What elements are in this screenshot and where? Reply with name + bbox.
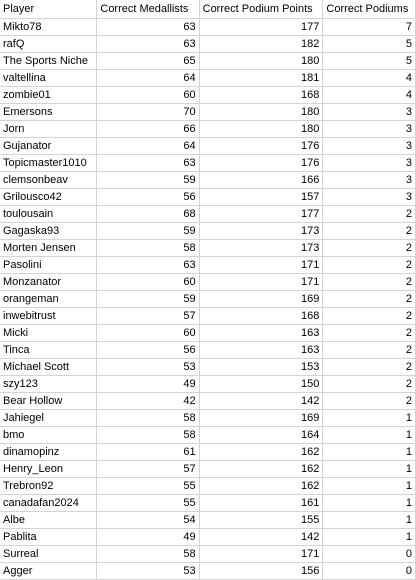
correct-podiums-cell[interactable]: 0 <box>323 562 416 579</box>
correct-podiums-cell[interactable]: 3 <box>323 120 416 137</box>
table-row <box>0 358 416 375</box>
correct-podium-points-cell[interactable]: 168 <box>199 307 323 324</box>
correct-podium-points-cell[interactable]: 162 <box>199 443 323 460</box>
table-row <box>0 69 416 86</box>
correct-medallists-cell[interactable]: 58 <box>97 409 199 426</box>
correct-podium-points-cell[interactable]: 171 <box>199 273 323 290</box>
player-cell[interactable]: Jahiegel <box>0 409 97 426</box>
correct-medallists-cell[interactable]: 54 <box>97 511 199 528</box>
correct-podiums-cell[interactable]: 7 <box>323 18 416 35</box>
player-cell[interactable]: Trebron92 <box>0 477 97 494</box>
correct-podium-points-cell[interactable]: 153 <box>199 358 323 375</box>
correct-medallists-cell[interactable]: 65 <box>97 52 199 69</box>
correct-medallists-cell[interactable]: 53 <box>97 358 199 375</box>
table-row <box>0 137 416 154</box>
player-cell[interactable]: inwebitrust <box>0 307 97 324</box>
correct-podium-points-cell[interactable]: 177 <box>199 18 323 35</box>
correct-medallists-cell[interactable]: 64 <box>97 137 199 154</box>
correct-podium-points-cell[interactable]: 162 <box>199 460 323 477</box>
correct-medallists-cell[interactable]: 60 <box>97 273 199 290</box>
correct-podium-points-cell[interactable]: 169 <box>199 409 323 426</box>
table-row <box>0 545 416 562</box>
player-cell[interactable]: szy123 <box>0 375 97 392</box>
correct-podiums-cell[interactable]: 2 <box>323 222 416 239</box>
table-row <box>0 375 416 392</box>
correct-podiums-cell[interactable]: 2 <box>323 273 416 290</box>
correct-podium-points-cell[interactable]: 166 <box>199 171 323 188</box>
header-correct-podium-points[interactable]: Correct Podium Points <box>199 0 323 18</box>
table-row <box>0 222 416 239</box>
table-row <box>0 154 416 171</box>
correct-podiums-cell[interactable]: 3 <box>323 188 416 205</box>
header-correct-medallists[interactable]: Correct Medallists <box>97 0 199 18</box>
correct-podiums-cell[interactable]: 0 <box>323 545 416 562</box>
player-cell[interactable]: rafQ <box>0 35 97 52</box>
player-cell[interactable]: Monzanator <box>0 273 97 290</box>
correct-medallists-cell[interactable]: 58 <box>97 545 199 562</box>
table-row <box>0 103 416 120</box>
correct-podiums-cell[interactable]: 2 <box>323 290 416 307</box>
correct-medallists-cell[interactable]: 60 <box>97 86 199 103</box>
table-row <box>0 86 416 103</box>
player-cell[interactable]: Albe <box>0 511 97 528</box>
correct-podiums-cell[interactable]: 4 <box>323 69 416 86</box>
correct-podium-points-cell[interactable]: 180 <box>199 103 323 120</box>
correct-podiums-cell[interactable]: 2 <box>323 307 416 324</box>
table-row <box>0 392 416 409</box>
player-cell[interactable]: Micki <box>0 324 97 341</box>
correct-podium-points-cell[interactable]: 169 <box>199 290 323 307</box>
correct-podiums-cell[interactable]: 2 <box>323 341 416 358</box>
correct-podium-points-cell[interactable]: 163 <box>199 324 323 341</box>
correct-podiums-cell[interactable]: 3 <box>323 154 416 171</box>
player-cell[interactable]: The Sports Niche <box>0 52 97 69</box>
table-row <box>0 426 416 443</box>
correct-podiums-cell[interactable]: 1 <box>323 528 416 545</box>
player-cell[interactable]: Topicmaster1010 <box>0 154 97 171</box>
player-cell[interactable]: Tinca <box>0 341 97 358</box>
header-player[interactable]: Player <box>0 0 97 18</box>
correct-medallists-cell[interactable]: 49 <box>97 375 199 392</box>
correct-podium-points-cell[interactable]: 162 <box>199 477 323 494</box>
correct-podium-points-cell[interactable]: 163 <box>199 341 323 358</box>
table-row <box>0 239 416 256</box>
player-cell[interactable]: clemsonbeav <box>0 171 97 188</box>
correct-podium-points-cell[interactable]: 142 <box>199 392 323 409</box>
table-row <box>0 341 416 358</box>
player-cell[interactable]: Jorn <box>0 120 97 137</box>
table-row <box>0 205 416 222</box>
correct-medallists-cell[interactable]: 63 <box>97 35 199 52</box>
correct-podiums-cell[interactable]: 4 <box>323 86 416 103</box>
correct-medallists-cell[interactable]: 57 <box>97 460 199 477</box>
player-cell[interactable]: bmo <box>0 426 97 443</box>
table-row <box>0 460 416 477</box>
correct-medallists-cell[interactable]: 63 <box>97 256 199 273</box>
table-row <box>0 443 416 460</box>
correct-podium-points-cell[interactable]: 161 <box>199 494 323 511</box>
player-cell[interactable]: Henry_Leon <box>0 460 97 477</box>
correct-medallists-cell[interactable]: 60 <box>97 324 199 341</box>
correct-podium-points-cell[interactable]: 142 <box>199 528 323 545</box>
correct-podium-points-cell[interactable]: 180 <box>199 120 323 137</box>
table-row <box>0 171 416 188</box>
correct-podium-points-cell[interactable]: 173 <box>199 239 323 256</box>
correct-medallists-cell[interactable]: 66 <box>97 120 199 137</box>
player-cell[interactable]: Morten Jensen <box>0 239 97 256</box>
table-row <box>0 35 416 52</box>
correct-podiums-cell[interactable]: 2 <box>323 375 416 392</box>
correct-podiums-cell[interactable]: 1 <box>323 426 416 443</box>
table-row <box>0 256 416 273</box>
correct-medallists-cell[interactable]: 56 <box>97 341 199 358</box>
table-row <box>0 511 416 528</box>
player-cell[interactable]: zombie01 <box>0 86 97 103</box>
player-cell[interactable]: Pablita <box>0 528 97 545</box>
player-cell[interactable]: Pasolini <box>0 256 97 273</box>
player-cell[interactable]: Agger <box>0 562 97 579</box>
correct-podiums-cell[interactable]: 1 <box>323 409 416 426</box>
table-row <box>0 188 416 205</box>
correct-medallists-cell[interactable]: 63 <box>97 154 199 171</box>
correct-podiums-cell[interactable]: 3 <box>323 137 416 154</box>
player-cell[interactable]: valtellina <box>0 69 97 86</box>
player-cell[interactable]: Grilousco42 <box>0 188 97 205</box>
correct-podium-points-cell[interactable]: 181 <box>199 69 323 86</box>
correct-medallists-cell[interactable]: 53 <box>97 562 199 579</box>
correct-podium-points-cell[interactable]: 177 <box>199 205 323 222</box>
correct-medallists-cell[interactable]: 61 <box>97 443 199 460</box>
player-cell[interactable]: Gagaska93 <box>0 222 97 239</box>
correct-medallists-cell[interactable]: 63 <box>97 18 199 35</box>
correct-podium-points-cell[interactable]: 173 <box>199 222 323 239</box>
correct-podium-points-cell[interactable]: 176 <box>199 137 323 154</box>
correct-podiums-cell[interactable]: 1 <box>323 443 416 460</box>
table-row <box>0 18 416 35</box>
player-cell[interactable]: canadafan2024 <box>0 494 97 511</box>
table-row <box>0 120 416 137</box>
correct-medallists-cell[interactable]: 42 <box>97 392 199 409</box>
correct-medallists-cell[interactable]: 58 <box>97 239 199 256</box>
correct-podiums-cell[interactable]: 1 <box>323 460 416 477</box>
correct-medallists-cell[interactable]: 58 <box>97 426 199 443</box>
header-row <box>0 0 416 18</box>
player-cell[interactable]: orangeman <box>0 290 97 307</box>
correct-podiums-cell[interactable]: 2 <box>323 358 416 375</box>
correct-medallists-cell[interactable]: 68 <box>97 205 199 222</box>
correct-medallists-cell[interactable]: 64 <box>97 69 199 86</box>
correct-podium-points-cell[interactable]: 176 <box>199 154 323 171</box>
correct-podiums-cell[interactable]: 3 <box>323 103 416 120</box>
correct-podiums-cell[interactable]: 2 <box>323 256 416 273</box>
correct-podiums-cell[interactable]: 2 <box>323 324 416 341</box>
player-cell[interactable]: Mikto78 <box>0 18 97 35</box>
correct-podiums-cell[interactable]: 1 <box>323 511 416 528</box>
correct-podium-points-cell[interactable]: 156 <box>199 562 323 579</box>
correct-podiums-cell[interactable]: 1 <box>323 477 416 494</box>
player-cell[interactable]: dinamopinz <box>0 443 97 460</box>
correct-podium-points-cell[interactable]: 171 <box>199 256 323 273</box>
correct-medallists-cell[interactable]: 70 <box>97 103 199 120</box>
table-row <box>0 528 416 545</box>
correct-podium-points-cell[interactable]: 182 <box>199 35 323 52</box>
correct-podiums-cell[interactable]: 5 <box>323 35 416 52</box>
correct-podiums-cell[interactable]: 1 <box>323 494 416 511</box>
table-row <box>0 477 416 494</box>
correct-medallists-cell[interactable]: 59 <box>97 222 199 239</box>
correct-podiums-cell[interactable]: 2 <box>323 239 416 256</box>
correct-medallists-cell[interactable]: 49 <box>97 528 199 545</box>
table-row <box>0 324 416 341</box>
table-row <box>0 52 416 69</box>
correct-podium-points-cell[interactable]: 157 <box>199 188 323 205</box>
correct-podiums-cell[interactable]: 3 <box>323 171 416 188</box>
correct-podium-points-cell[interactable]: 168 <box>199 86 323 103</box>
correct-medallists-cell[interactable]: 57 <box>97 307 199 324</box>
correct-podiums-cell[interactable]: 2 <box>323 205 416 222</box>
correct-medallists-cell[interactable]: 56 <box>97 188 199 205</box>
correct-podium-points-cell[interactable]: 180 <box>199 52 323 69</box>
table-body <box>0 18 416 579</box>
correct-medallists-cell[interactable]: 59 <box>97 171 199 188</box>
table-row <box>0 409 416 426</box>
correct-podium-points-cell[interactable]: 171 <box>199 545 323 562</box>
correct-podium-points-cell[interactable]: 150 <box>199 375 323 392</box>
correct-podiums-cell[interactable]: 5 <box>323 52 416 69</box>
table-row <box>0 273 416 290</box>
player-cell[interactable]: Bear Hollow <box>0 392 97 409</box>
correct-podium-points-cell[interactable]: 164 <box>199 426 323 443</box>
table-row <box>0 290 416 307</box>
correct-podium-points-cell[interactable]: 155 <box>199 511 323 528</box>
player-cell[interactable]: Emersons <box>0 103 97 120</box>
player-cell[interactable]: toulousain <box>0 205 97 222</box>
player-cell[interactable]: Surreal <box>0 545 97 562</box>
correct-medallists-cell[interactable]: 55 <box>97 477 199 494</box>
player-cell[interactable]: Gujanator <box>0 137 97 154</box>
correct-medallists-cell[interactable]: 59 <box>97 290 199 307</box>
correct-podiums-cell[interactable]: 2 <box>323 392 416 409</box>
table-row <box>0 494 416 511</box>
correct-medallists-cell[interactable]: 55 <box>97 494 199 511</box>
table-row <box>0 562 416 579</box>
player-cell[interactable]: Michael Scott <box>0 358 97 375</box>
header-correct-podiums[interactable]: Correct Podiums <box>323 0 416 18</box>
table-row <box>0 307 416 324</box>
